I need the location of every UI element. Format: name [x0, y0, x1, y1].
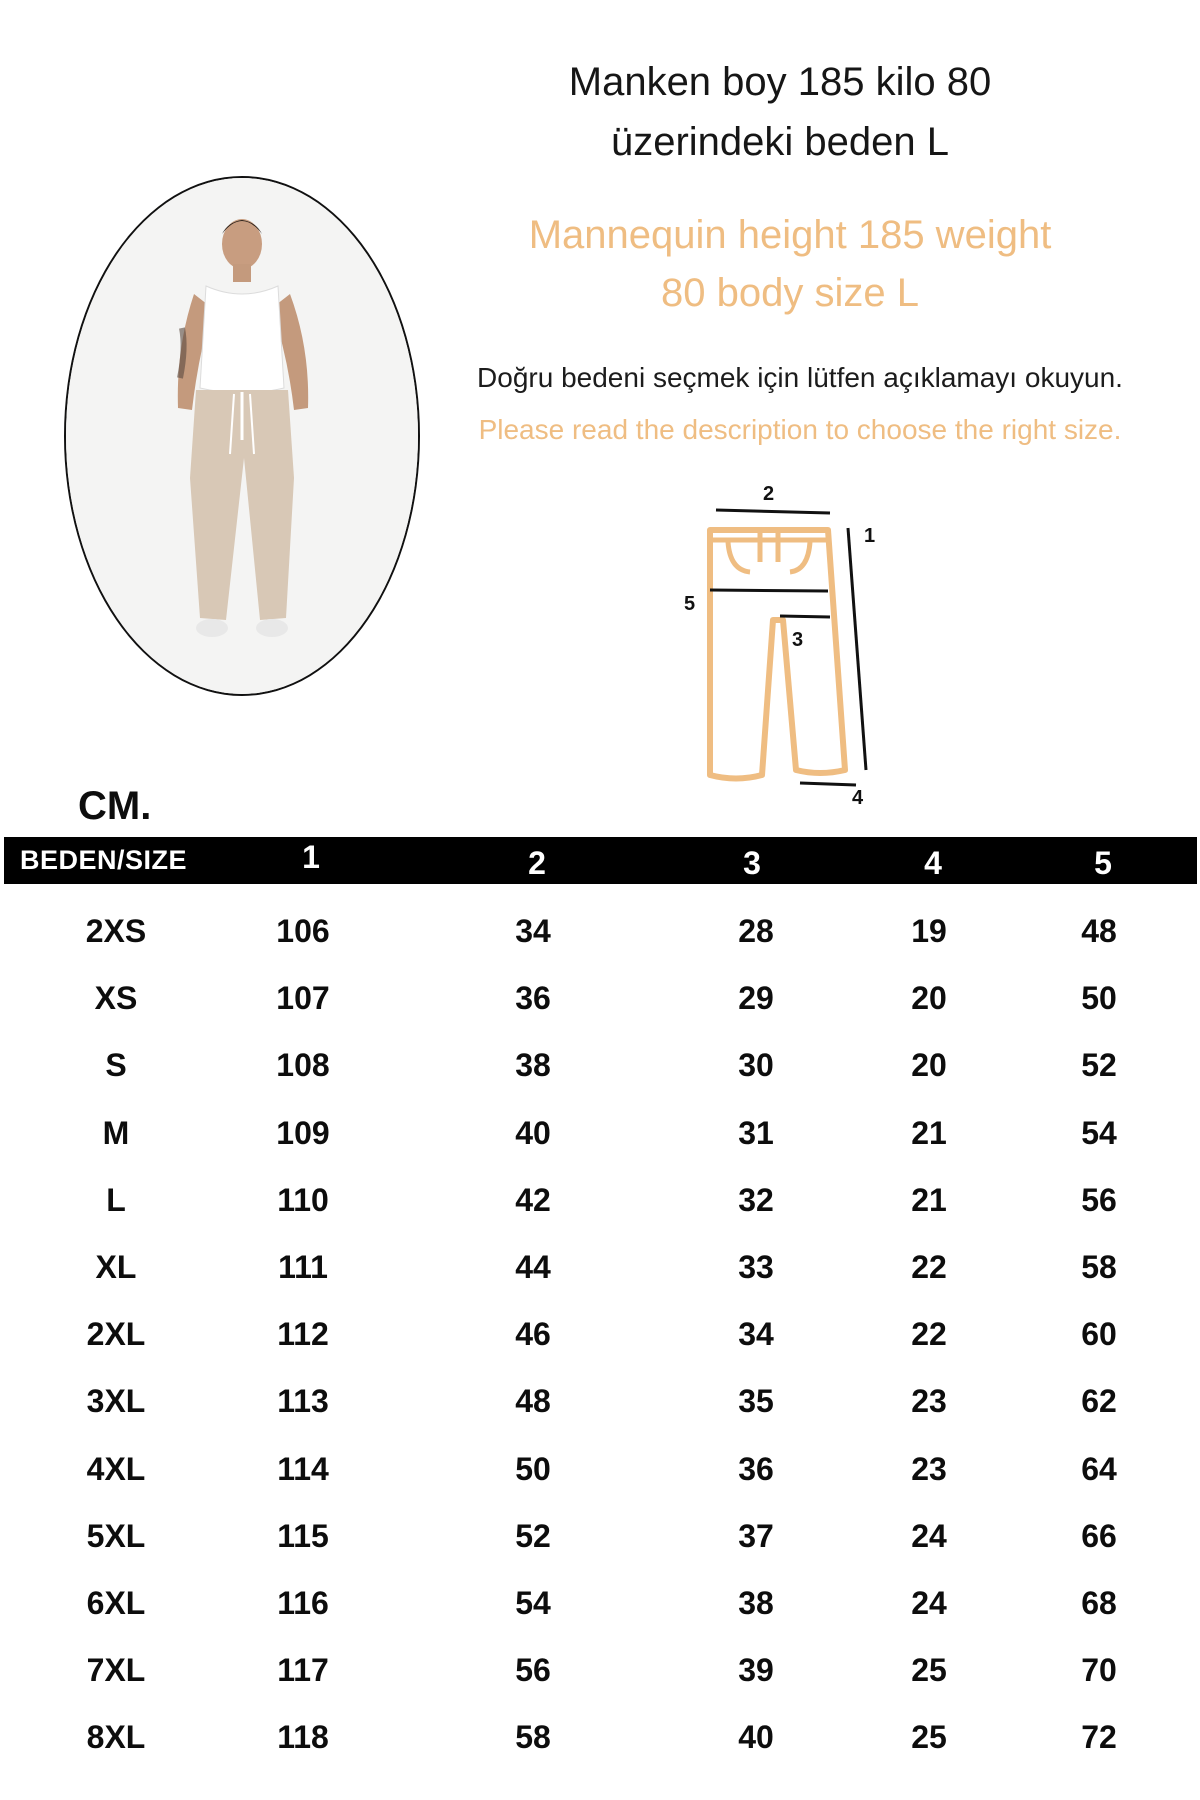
cell-col-4: 22 [911, 1248, 947, 1285]
cell-col-4: 25 [911, 1719, 947, 1756]
table-row [0, 1167, 1200, 1234]
cell-col-5: 60 [1081, 1316, 1117, 1353]
cell-col-1: 113 [277, 1383, 329, 1420]
cell-col-4: 21 [911, 1181, 947, 1218]
cell-col-2: 58 [515, 1719, 551, 1756]
table-row [0, 1570, 1200, 1637]
model-info-en [430, 206, 1150, 322]
cell-col-2: 54 [515, 1584, 551, 1621]
model-info-tr-line1: Manken boy 185 kilo 80 [568, 60, 992, 104]
cell-col-4: 25 [911, 1652, 947, 1689]
table-header [4, 837, 1197, 884]
cell-col-5: 54 [1081, 1114, 1117, 1151]
cell-col-5: 62 [1081, 1383, 1117, 1420]
cell-col-5: 64 [1081, 1450, 1117, 1487]
cell-col-4: 20 [911, 980, 947, 1017]
cell-col-3: 32 [738, 1181, 774, 1218]
diagram-label-5: 5 [684, 593, 696, 615]
cell-size: 7XL [86, 1652, 146, 1689]
table-row [0, 1436, 1200, 1503]
cell-col-1: 116 [277, 1584, 329, 1621]
header-col-1: 1 [302, 839, 320, 875]
cell-col-3: 36 [738, 1450, 774, 1487]
cell-col-1: 110 [277, 1181, 329, 1218]
diagram-label-1: 1 [864, 525, 876, 547]
cell-col-1: 108 [276, 1047, 330, 1084]
diagram-label-3: 3 [792, 629, 804, 651]
cell-col-3: 30 [738, 1047, 774, 1084]
header-col-4: 4 [924, 845, 942, 881]
model-figure [66, 178, 418, 694]
pants-outline-icon [660, 470, 900, 820]
cell-col-4: 23 [911, 1383, 947, 1420]
cell-col-3: 33 [738, 1248, 774, 1285]
cell-col-5: 70 [1081, 1652, 1117, 1689]
pants-measurement-diagram [660, 470, 900, 820]
header-col-3: 3 [743, 845, 761, 881]
cell-size: 6XL [86, 1584, 146, 1621]
table-row [0, 1704, 1200, 1771]
cell-col-1: 111 [278, 1248, 328, 1285]
cell-col-2: 56 [515, 1652, 551, 1689]
model-info-en-line2: 80 body size L [661, 271, 919, 315]
table-row [0, 1032, 1200, 1099]
instruction-en: Please read the description to choose the right size. [478, 414, 1122, 445]
cell-col-3: 38 [738, 1584, 774, 1621]
table-row [0, 1100, 1200, 1167]
cell-size: 3XL [86, 1383, 146, 1420]
header-col-5: 5 [1094, 845, 1112, 881]
cell-size: 2XL [86, 1316, 146, 1353]
cell-size: 4XL [86, 1450, 146, 1487]
cell-col-3: 34 [738, 1316, 774, 1353]
size-table [0, 898, 1200, 1771]
cell-size: XL [95, 1248, 137, 1285]
cell-col-3: 39 [738, 1652, 774, 1689]
cell-col-4: 22 [911, 1316, 947, 1353]
table-row [0, 965, 1200, 1032]
cell-col-2: 48 [515, 1383, 551, 1420]
cell-col-5: 50 [1081, 980, 1117, 1017]
cell-col-2: 44 [515, 1248, 551, 1285]
cell-col-2: 38 [515, 1047, 551, 1084]
cell-col-1: 117 [277, 1652, 329, 1689]
cell-col-4: 20 [911, 1047, 947, 1084]
cell-col-1: 106 [276, 913, 330, 949]
cell-col-3: 29 [738, 980, 774, 1017]
table-row [0, 898, 1200, 965]
table-row [0, 1637, 1200, 1704]
table-row [0, 1368, 1200, 1435]
cell-col-2: 36 [515, 980, 551, 1017]
cell-col-4: 19 [911, 913, 947, 949]
cell-col-5: 56 [1081, 1181, 1117, 1218]
cell-col-4: 24 [911, 1517, 947, 1554]
cell-col-1: 118 [277, 1719, 329, 1756]
cell-col-3: 37 [738, 1517, 774, 1554]
cell-col-2: 40 [515, 1114, 551, 1151]
cell-col-5: 52 [1081, 1047, 1117, 1084]
cell-size: 2XS [85, 913, 147, 949]
table-row [0, 1234, 1200, 1301]
table-row [0, 1301, 1200, 1368]
cell-col-2: 52 [515, 1517, 551, 1554]
cell-col-3: 35 [738, 1383, 774, 1420]
cell-col-3: 28 [738, 913, 774, 949]
cell-col-5: 72 [1081, 1719, 1117, 1756]
model-info-tr [430, 52, 1130, 172]
header-col-2: 2 [528, 845, 546, 881]
cell-col-1: 114 [277, 1450, 329, 1487]
cell-col-2: 46 [515, 1316, 551, 1353]
model-info-en-line1: Mannequin height 185 weight [528, 213, 1052, 257]
cell-col-5: 48 [1081, 913, 1117, 949]
table-row [0, 1503, 1200, 1570]
model-info-tr-line2: üzerindeki beden L [610, 120, 950, 164]
instruction-tr: Doğru bedeni seçmek için lütfen açıklamayı okuyun. [477, 362, 1123, 393]
cell-col-3: 40 [738, 1719, 774, 1756]
cell-col-5: 68 [1081, 1584, 1117, 1621]
cell-size: S [105, 1047, 127, 1084]
cell-col-4: 24 [911, 1584, 947, 1621]
cell-col-1: 109 [276, 1114, 330, 1151]
cell-col-1: 112 [277, 1316, 329, 1353]
header-size: BEDEN/SIZE [20, 845, 188, 875]
cell-col-2: 34 [515, 913, 551, 949]
cell-col-3: 31 [738, 1114, 774, 1151]
cell-col-5: 66 [1081, 1517, 1117, 1554]
unit-label: CM. [78, 784, 152, 828]
cell-size: 8XL [86, 1719, 146, 1756]
cell-col-2: 50 [515, 1450, 551, 1487]
cell-col-2: 42 [515, 1181, 551, 1218]
cell-col-4: 23 [911, 1450, 947, 1487]
cell-col-5: 58 [1081, 1248, 1117, 1285]
cell-col-1: 115 [277, 1517, 329, 1554]
cell-size: M [102, 1114, 130, 1151]
diagram-label-2: 2 [763, 483, 775, 505]
cell-col-1: 107 [276, 980, 330, 1017]
cell-size: 5XL [86, 1517, 146, 1554]
cell-col-4: 21 [911, 1114, 947, 1151]
cell-size: XS [94, 980, 138, 1017]
cell-size: L [106, 1181, 126, 1218]
diagram-label-4: 4 [852, 787, 864, 809]
model-photo [64, 176, 420, 696]
